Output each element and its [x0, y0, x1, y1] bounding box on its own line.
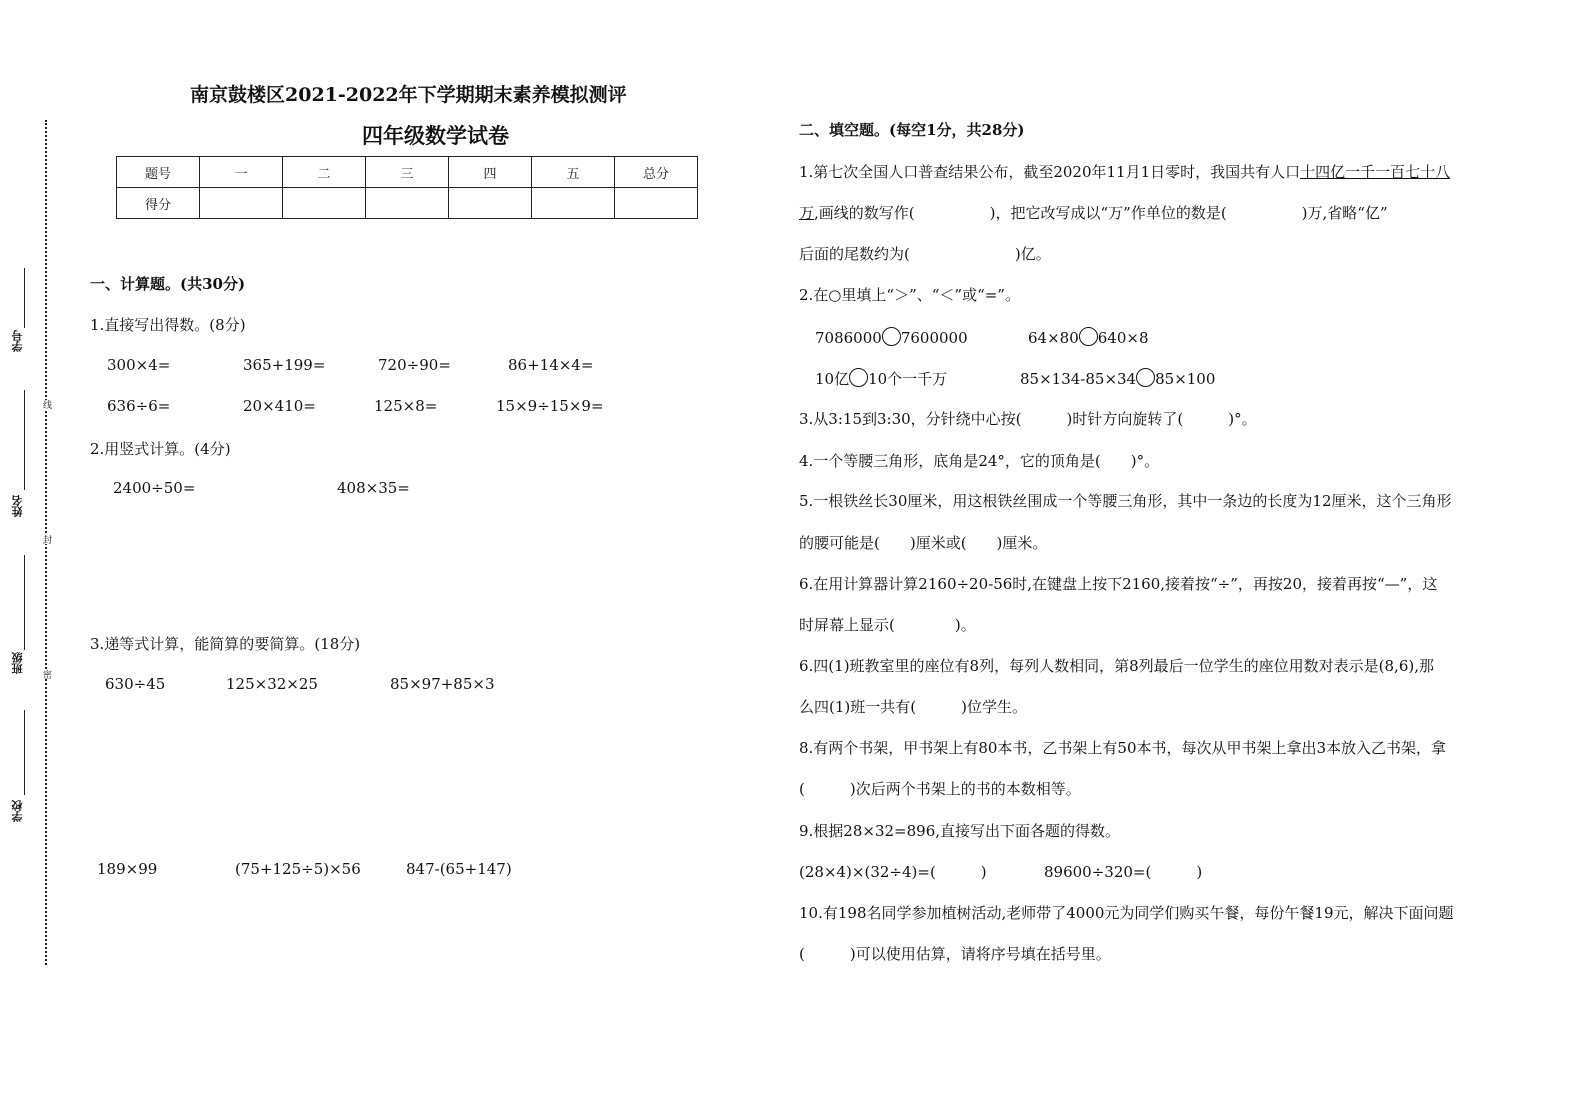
student-id-line: [24, 268, 25, 328]
fill-q9-b: 89600÷320=( ): [1044, 863, 1203, 881]
compare-left: 64×80: [1028, 329, 1079, 347]
school-line: [24, 710, 25, 795]
exam-title: 南京鼓楼区2021-2022年下学期期末素养模拟测评: [190, 84, 627, 106]
fill-q1-line3: 后面的尾数约为( )亿。: [799, 245, 1051, 263]
q2-label: 2.用竖式计算。(4分): [90, 440, 231, 458]
score-table: [116, 156, 698, 219]
compare-circle[interactable]: [1136, 368, 1155, 387]
binding-mark-feng: 封: [41, 535, 51, 544]
fill-q8-line1: 8.有两个书架，甲书架上有80本书，乙书架上有50本书，每次从甲书架上拿出3本放入乙书架，拿: [799, 739, 1447, 757]
compare-right: 85×100: [1155, 370, 1216, 388]
score-header-cell: 五: [532, 157, 615, 188]
fill-q3: 3.从3:15到3:30，分针绕中心按( )时针方向旋转了( )°。: [799, 410, 1257, 428]
compare-b: [1028, 327, 1149, 347]
fill-q10-line2: ( )可以使用估算，请将序号填在括号里。: [799, 945, 1111, 963]
q1-item: 86+14×4=: [508, 356, 594, 374]
score-header-cell: 三: [366, 157, 449, 188]
compare-a: [815, 327, 968, 347]
score-header-cell: 题号: [117, 157, 200, 188]
compare-right: 7600000: [900, 329, 968, 347]
fill-q1-line2: [799, 202, 1388, 223]
score-header-cell: 总分: [615, 157, 698, 188]
compare-d: [1020, 368, 1215, 388]
q3-item: 85×97+85×3: [390, 675, 495, 693]
fill-q8-line2: ( )次后两个书架上的书的本数相等。: [799, 780, 1081, 798]
fill-q6-line2: 时屏幕上显示( )。: [799, 616, 976, 634]
fill-q1-underlined: 十四亿一千一百七十八: [1300, 163, 1451, 181]
binding-mark-mi: 密: [41, 670, 51, 679]
score-header-cell: 四: [449, 157, 532, 188]
q3-item: 189×99: [97, 860, 158, 878]
fill-q9-a: (28×4)×(32÷4)=( ): [799, 863, 987, 881]
q3-item: 630÷45: [105, 675, 166, 693]
fill-q10-line1: 10.有198名同学参加植树活动,老师带了4000元为同学们购买午餐，每份午餐19元，解决下面问题: [799, 904, 1454, 922]
fill-q1-text2: ,画线的数写作( )，把它改写成以“万”作单位的数是( )万,省略“亿”: [814, 204, 1388, 222]
fill-q6-line1: 6.在用计算器计算2160÷20-56时,在键盘上按下2160,接着按“÷”，再按20，接着再按“—”，这: [799, 575, 1438, 593]
fill-q7-line1: 6.四(1)班教室里的座位有8列，每列人数相同，第8列最后一位学生的座位用数对表示是(8,6),那: [799, 657, 1434, 675]
fill-q1-underlined-wan: 万: [799, 204, 815, 222]
class-label: 班级: [11, 652, 24, 674]
fill-q9-label: 9.根据28×32=896,直接写出下面各题的得数。: [799, 822, 1121, 840]
q3-item: (75+125÷5)×56: [235, 860, 361, 878]
q2-item: 408×35=: [337, 479, 410, 497]
q3-item: 125×32×25: [226, 675, 318, 693]
fill-q5-line2: 的腰可能是( )厘米或( )厘米。: [799, 534, 1048, 552]
compare-circle[interactable]: [849, 368, 868, 387]
fill-q2-label: 2.在○里填上“＞”、“＜”或“=”。: [799, 286, 1020, 304]
binding-mark-xian: 线: [41, 400, 51, 409]
q3-label: 3.递等式计算，能简算的要简算。(18分): [90, 635, 361, 653]
score-header-cell: 二: [283, 157, 366, 188]
compare-left: 7086000: [815, 329, 882, 347]
q1-item: 636÷6=: [107, 397, 171, 415]
compare-right: 640×8: [1097, 329, 1149, 347]
fill-q1-line1: [799, 161, 1450, 182]
q1-item: 20×410=: [243, 397, 316, 415]
name-label: 姓名: [11, 495, 24, 517]
compare-circle[interactable]: [882, 327, 901, 346]
section2-heading: 二、填空题。(每空1分，共28分): [799, 121, 1025, 139]
student-id-label: 学号: [11, 330, 24, 352]
q2-item: 2400÷50=: [113, 479, 196, 497]
q3-item: 847-(65+147): [406, 860, 512, 878]
score-header-cell: 一: [200, 157, 283, 188]
fill-q4: 4.一个等腰三角形，底角是24°，它的顶角是( )°。: [799, 452, 1160, 470]
fill-q5-line1: 5.一根铁丝长30厘米，用这根铁丝围成一个等腰三角形，其中一条边的长度为12厘米，这个三角形: [799, 492, 1452, 510]
score-cell: [449, 188, 532, 219]
exam-subtitle: 四年级数学试卷: [362, 123, 509, 148]
compare-circle[interactable]: [1079, 327, 1098, 346]
score-cell: [200, 188, 283, 219]
q1-item: 125×8=: [374, 397, 438, 415]
fill-q1-text: 1.第七次全国人口普查结果公布，截至2020年11月1日零时，我国共有人口: [799, 163, 1301, 181]
compare-left: 85×134-85×34: [1020, 370, 1137, 388]
school-label: 学校: [11, 800, 24, 822]
score-cell: [615, 188, 698, 219]
score-row-label: 得分: [117, 188, 200, 219]
q1-item: 15×9÷15×9=: [496, 397, 604, 415]
q1-item: 720÷90=: [378, 356, 451, 374]
q1-label: 1.直接写出得数。(8分): [90, 316, 246, 334]
q1-item: 365+199=: [243, 356, 326, 374]
compare-right: 10个一千万: [868, 370, 948, 388]
section1-heading: 一、计算题。(共30分): [90, 275, 246, 293]
compare-left: 10亿: [815, 370, 850, 388]
score-cell: [283, 188, 366, 219]
score-cell: [366, 188, 449, 219]
name-line: [24, 390, 25, 490]
score-cell: [532, 188, 615, 219]
q1-item: 300×4=: [107, 356, 171, 374]
fill-q7-line2: 么四(1)班一共有( )位学生。: [799, 698, 1027, 716]
class-line: [24, 555, 25, 650]
compare-c: [815, 368, 947, 389]
